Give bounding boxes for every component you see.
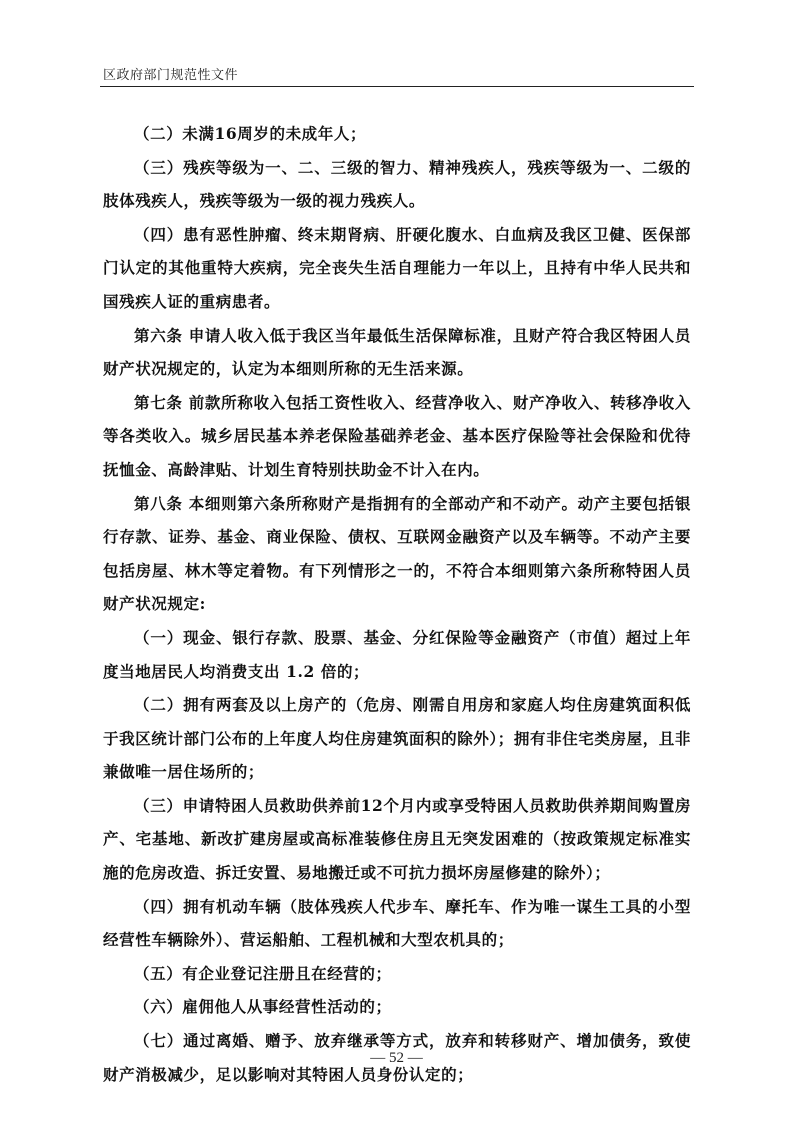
running-header: 区政府部门规范性文件 [103,68,239,83]
paragraph: （四）患有恶性肿瘤、终末期肾病、肝硬化腹水、白血病及我区卫健、医保部门认定的其他重特大疾病，完全丧失生活自理能力一年以上，且持有中华人民共和国残疾人证的重病患者。 [103,224,691,311]
article-paragraph: 第七条 前款所称收入包括工资性收入、经营净收入、财产净收入、转移净收入等各类收入。城乡居民基本养老保险基础养老金、基本医疗保险等社会保险和优待抚恤金、高龄津贴、计划生育特别扶助金不计入在内。 [103,392,691,479]
paragraph: （三）残疾等级为一、二、三级的智力、精神残疾人，残疾等级为一、二级的肢体残疾人，残疾等级为一级的视力残疾人。 [103,157,691,211]
paragraph: （四）拥有机动车辆（肢体残疾人代步车、摩托车、作为唯一谋生工具的小型经营性车辆除外）、营运船舶、工程机械和大型农机具的； [103,896,691,950]
page-number: — 52 — [370,1050,423,1066]
paragraph: （二）未满16周岁的未成年人； [134,124,367,143]
article-paragraph: 第六条 申请人收入低于我区当年最低生活保障标准，且财产符合我区特困人员财产状况规定的，认定为本细则所称的无生活来源。 [103,325,691,379]
paragraph: （五）有企业登记注册且在经营的； [134,963,392,983]
article-paragraph: 第八条 本细则第六条所称财产是指拥有的全部动产和不动产。动产主要包括银行存款、证券、基金、商业保险、债权、互联网金融资产以及车辆等。不动产主要包括房屋、林木等定着物。有下列情形之一的，不符合本细则第六条所称特困人员财产状况规定: [103,493,691,614]
paragraph: （一）现金、银行存款、股票、基金、分红保险等金融资产（市值）超过上年度当地居民人均消费支出 1.2 倍的； [103,627,691,681]
document-body [103,117,691,1091]
paragraph: （七）通过离婚、赠予、放弃继承等方式，放弃和转移财产、增加债务，致使财产消极减少，足以影响对其特困人员身份认定的； [103,1031,691,1084]
header-divider [100,86,694,87]
paragraph: （六）雇佣他人从事经营性活动的； [134,997,392,1017]
paragraph: （二）拥有两套及以上房产的（危房、刚需自用房和家庭人均住房建筑面积低于我区统计部门公布的上年度人均住房建筑面积的除外）；拥有非住宅类房屋，且非兼做唯一居住场所的； [103,695,691,782]
paragraph: （三）申请特困人员救助供养前12个月内或享受特困人员救助供养期间购置房产、宅基地、新改扩建房屋或高标准装修住房且无突发困难的（按政策规定标准实施的危房改造、拆迁安置、易地搬迁或不可抗力损坏房屋修建的除外）； [103,795,691,883]
